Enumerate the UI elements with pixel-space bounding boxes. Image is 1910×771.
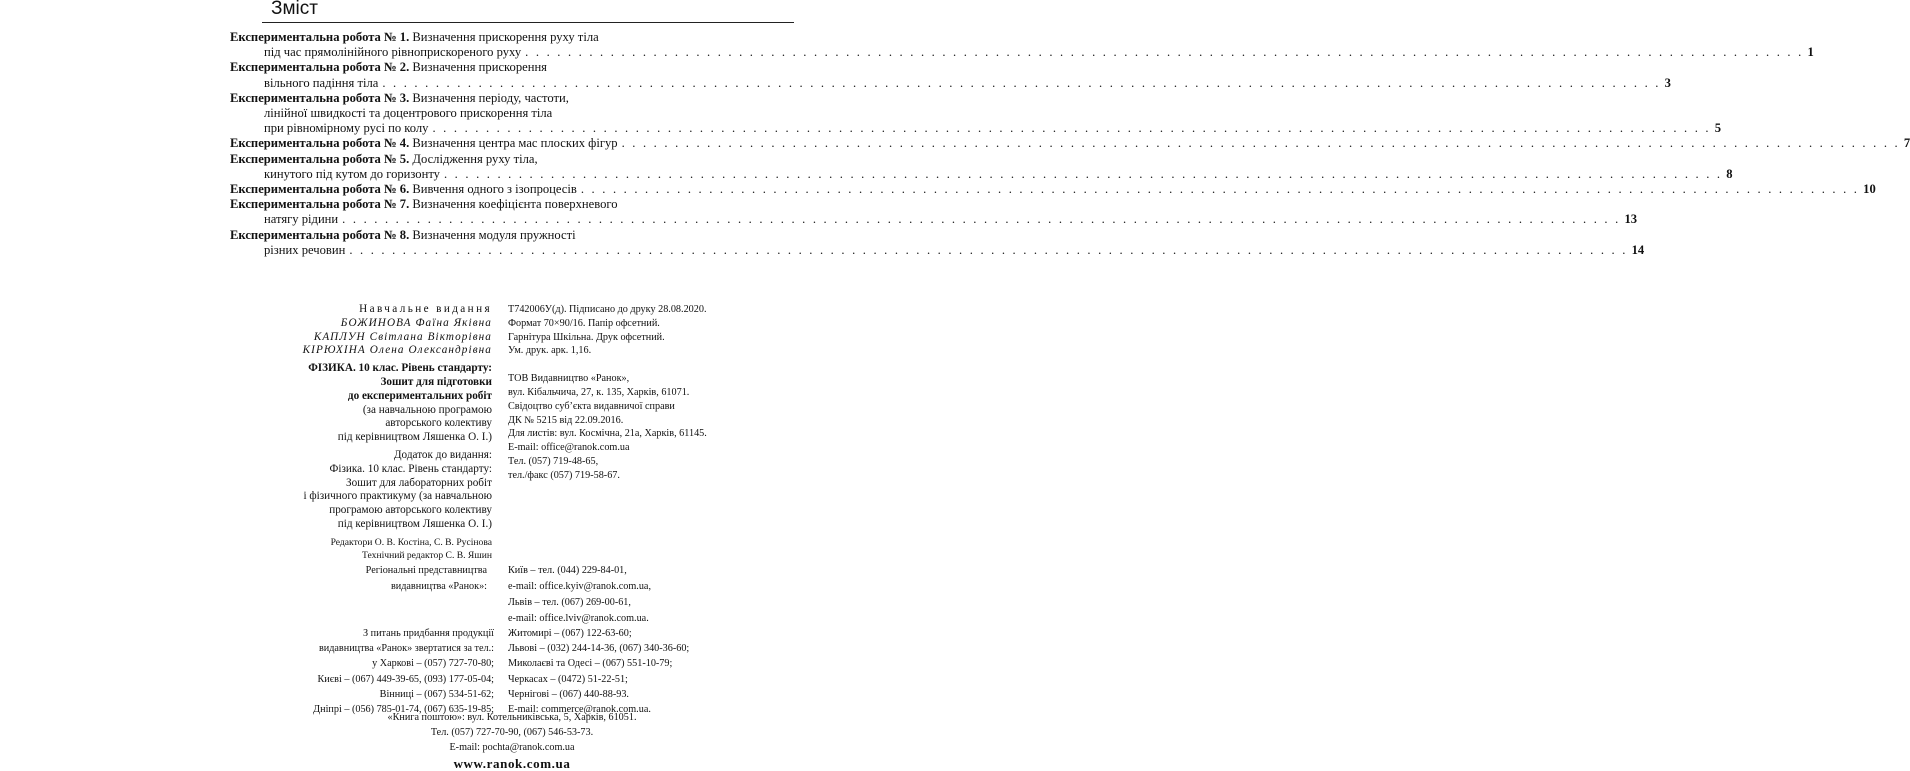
publisher-5: Для листів: вул. Космічна, 21а, Харків, 61145.: [508, 428, 707, 440]
toc-entry-text: вільного падіння тіла: [264, 75, 379, 90]
book-title-1: ФІЗИКА. 10 клас. Рівень стандарту:: [308, 362, 492, 375]
toc-entry[interactable]: [230, 60, 1671, 90]
toc-page-number: 7: [1903, 136, 1910, 151]
regional-line: Львів – тел. (067) 269-00-61,: [508, 597, 631, 608]
sales-line: Дніпрі – (056) 785-01-74, (067) 635-19-85;: [313, 704, 494, 716]
bookmail-phone: Тел. (057) 727-70-90, (067) 546-53-73.: [430, 727, 594, 739]
toc-page-number: 3: [1664, 75, 1671, 90]
regional-heading-1: Регіональні представництва: [365, 565, 487, 576]
toc-dot-leader: . . . . . . . . . . . . . . . . . . . . . . . . . . . . . . . . . . . . . . . . . . . . . . . . . . . . . . . . . . . . . . . . . . . . . . . . . . . . . . . . . . . . . . . . . . . . . . . . . . . . . . . . . . . . . . . . . . . . . . . .: [443, 166, 1723, 181]
publisher-fax: тел./факс (057) 719-58-67.: [508, 469, 620, 481]
regional-line: e-mail: office.lviv@ranok.com.ua.: [508, 613, 649, 624]
toc-entry-label: Експериментальна робота № 5.: [230, 151, 410, 166]
toc-dot-leader: . . . . . . . . . . . . . . . . . . . . . . . . . . . . . . . . . . . . . . . . . . . . . . . . . . . . . . . . . . . . . . . . . . . . . . . . . . . . . . . . . . . . . . . . . . . . . . . . . . . . . . . . . . . . . . . . . . . . . . . .: [342, 212, 1621, 227]
toc-entry-text: Визначення модуля пружності: [412, 227, 576, 242]
toc-rule: [262, 22, 794, 23]
book-title-2: Зошит для підготовки: [380, 375, 492, 388]
print-info-1: Т742006У(д). Підписано до друку 28.08.2020.: [508, 304, 707, 315]
toc-entry-label: Експериментальна робота № 4.: [230, 136, 410, 151]
print-info-4: Ум. друк. арк. 1,16.: [508, 345, 592, 357]
sales-line: Києві – (067) 449-39-65, (093) 177-05-04;: [317, 673, 494, 685]
toc-entry-label: Експериментальна робота № 3.: [230, 90, 410, 105]
toc-entry-text: Визначення прискорення: [412, 60, 547, 75]
bookmail-address: «Книга поштою»: вул. Котельниківська, 5, Харків, 61051.: [387, 712, 637, 723]
print-info-3: Гарнітура Шкільна. Друк офсетний.: [508, 331, 665, 343]
bookmail-block: [0, 710, 1024, 771]
author-3: КІРЮХІНА Олена Олександрівна: [302, 344, 492, 357]
toc-entry-text: кинутого під кутом до горизонту: [264, 166, 440, 181]
sales-line: З питань придбання продукції: [362, 628, 494, 639]
sales-line: E-mail: commerce@ranok.com.ua.: [508, 704, 651, 716]
toc-entry-text: Визначення центра мас плоских фігур: [412, 136, 618, 151]
toc-entry[interactable]: [230, 227, 1645, 258]
toc-entry-label: Експериментальна робота № 1.: [230, 30, 410, 44]
toc-entry-text: при рівномірному русі по колу: [264, 121, 429, 136]
toc-entry-label: Експериментальна робота № 6.: [230, 182, 410, 197]
toc-page-number: 13: [1624, 212, 1638, 227]
sales-line: Вінниці – (067) 534-51-62;: [379, 688, 494, 700]
toc-entry-text: під час прямолінійного рівноприскореного руху: [264, 45, 522, 60]
publisher-2: вул. Кібальчича, 27, к. 135, Харків, 61071.: [508, 386, 690, 398]
toc-entry-label: Експериментальна робота № 7.: [230, 197, 410, 212]
toc-entry-label: Експериментальна робота № 8.: [230, 227, 410, 242]
toc-entry-label: Експериментальна робота № 2.: [230, 60, 410, 75]
toc-page-number: 1: [1807, 45, 1814, 60]
toc-page-number: 8: [1726, 166, 1733, 181]
table-of-contents: [230, 30, 1910, 258]
toc-entry-text: лінійної швидкості та доцентрового прискорення тіла: [264, 106, 553, 121]
toc-entry-text: Визначення коефіцієнта поверхневого: [412, 197, 618, 212]
colophon-left: [162, 303, 492, 563]
toc-entry[interactable]: [230, 30, 1814, 60]
edition-type: Навчальне видання: [359, 303, 492, 315]
toc-entry-text: різних речовин: [264, 242, 346, 257]
sales-line: Черкасах – (0472) 51-22-51;: [508, 673, 628, 685]
sales-line: видавництва «Ранок» звертатися за тел.:: [318, 643, 494, 655]
program-note-1: (за навчальною програмою: [362, 403, 492, 416]
supplement-1: Додаток до видання:: [393, 448, 492, 461]
sales-left: [313, 626, 494, 717]
toc-entry-text: Дослідження руху тіла,: [412, 151, 538, 166]
sales-line: Чернігові – (067) 440-88-93.: [508, 688, 629, 700]
toc-dot-leader: . . . . . . . . . . . . . . . . . . . . . . . . . . . . . . . . . . . . . . . . . . . . . . . . . . . . . . . . . . . . . . . . . . . . . . . . . . . . . . . . . . . . . . . . . . . . . . . . . . . . . . . . . . . . . . . . . . . . . . . .: [580, 182, 1860, 197]
colophon-right: [508, 303, 808, 483]
toc-entry-text: Вивчення одного з ізопроцесів: [412, 182, 577, 197]
sales-line: Миколаєві та Одесі – (067) 551-10-79;: [508, 658, 673, 670]
supplement-2: Фізика. 10 клас. Рівень стандарту:: [329, 462, 492, 475]
website-url[interactable]: www.ranok.com.ua: [453, 755, 571, 771]
supplement-4: і фізичного практикуму (за навчальною: [303, 490, 492, 503]
book-title-3: до експериментальних робіт: [347, 389, 492, 402]
toc-dot-leader: . . . . . . . . . . . . . . . . . . . . . . . . . . . . . . . . . . . . . . . . . . . . . . . . . . . . . . . . . . . . . . . . . . . . . . . . . . . . . . . . . . . . . . . . . . . . . . . . . . . . . . . . . . . . . . . . . . . . . . . .: [525, 45, 1804, 60]
regional-heading-2: видавництва «Ранок»:: [390, 581, 487, 592]
toc-dot-leader: . . . . . . . . . . . . . . . . . . . . . . . . . . . . . . . . . . . . . . . . . . . . . . . . . . . . . . . . . . . . . . . . . . . . . . . . . . . . . . . . . . . . . . . . . . . . . . . . . . . . . . . . . . . . . . . . . . . . . . . .: [432, 121, 1711, 136]
toc-dot-leader: . . . . . . . . . . . . . . . . . . . . . . . . . . . . . . . . . . . . . . . . . . . . . . . . . . . . . . . . . . . . . . . . . . . . . . . . . . . . . . . . . . . . . . . . . . . . . . . . . . . . . . . . . . . . . . . . . . . . . . . .: [349, 242, 1628, 257]
bookmail-email: E-mail: pochta@ranok.com.ua: [449, 742, 575, 754]
regional-left: [366, 563, 487, 595]
toc-entry[interactable]: [230, 182, 1876, 197]
toc-entry[interactable]: [230, 151, 1733, 182]
toc-page-number: 5: [1714, 121, 1722, 136]
regional-line: Київ – тел. (044) 229-84-01,: [508, 565, 627, 576]
toc-entry-text: Визначення періоду, частоти,: [412, 90, 569, 105]
toc-entry[interactable]: [230, 136, 1910, 151]
toc-page-number: 10: [1863, 182, 1876, 197]
author-1: БОЖИНОВА Фаїна Яківна: [340, 316, 492, 329]
author-2: КАПЛУН Світлана Вікторівна: [313, 330, 492, 343]
tech-editor: Технічний редактор С. В. Яшин: [362, 550, 492, 562]
supplement-3: Зошит для лабораторних робіт: [346, 476, 492, 489]
program-note-2: авторського колективу: [385, 417, 492, 430]
supplement-6: під керівництвом Ляшенка О. І.): [337, 517, 492, 530]
regional-line: e-mail: office.kyiv@ranok.com.ua,: [508, 581, 651, 592]
sales-line: Львові – (032) 244-14-36, (067) 340-36-60;: [508, 643, 690, 655]
publisher-tel: Тел. (057) 719-48-65,: [508, 455, 599, 467]
toc-entry[interactable]: [230, 90, 1722, 137]
toc-dot-leader: . . . . . . . . . . . . . . . . . . . . . . . . . . . . . . . . . . . . . . . . . . . . . . . . . . . . . . . . . . . . . . . . . . . . . . . . . . . . . . . . . . . . . . . . . . . . . . . . . . . . . . . . . . . . . . . . . . . . . . . .: [621, 136, 1900, 151]
program-note-3: під керівництвом Ляшенка О. І.): [337, 431, 492, 444]
print-info-2: Формат 70×90/16. Папір офсетний.: [508, 317, 660, 329]
publisher-3: Свідоцтво суб’єкта видавничої справи: [508, 400, 675, 412]
editors: Редактори О. В. Костіна, С. В. Русінова: [330, 536, 492, 548]
publisher-1: ТОВ Видавництво «Ранок»,: [508, 373, 630, 385]
toc-entry[interactable]: [230, 197, 1638, 227]
sales-line: Житомирі – (067) 122-63-60;: [508, 628, 632, 639]
toc-dot-leader: . . . . . . . . . . . . . . . . . . . . . . . . . . . . . . . . . . . . . . . . . . . . . . . . . . . . . . . . . . . . . . . . . . . . . . . . . . . . . . . . . . . . . . . . . . . . . . . . . . . . . . . . . . . . . . . . . . . . . . . .: [382, 75, 1661, 90]
regional-right: [508, 563, 651, 627]
sales-right: [508, 626, 689, 717]
toc-entry-text: Визначення прискорення руху тіла: [412, 30, 599, 44]
toc-title: Зміст: [271, 0, 318, 19]
toc-entry-text: натягу рідини: [264, 212, 339, 227]
publisher-4: ДК № 5215 від 22.09.2016.: [508, 414, 624, 426]
sales-line: у Харкові – (057) 727-70-80;: [372, 658, 494, 670]
toc-page-number: 14: [1631, 242, 1645, 257]
supplement-5: програмою авторського колективу: [329, 504, 492, 517]
publisher-email: E-mail: office@ranok.com.ua: [508, 442, 630, 454]
